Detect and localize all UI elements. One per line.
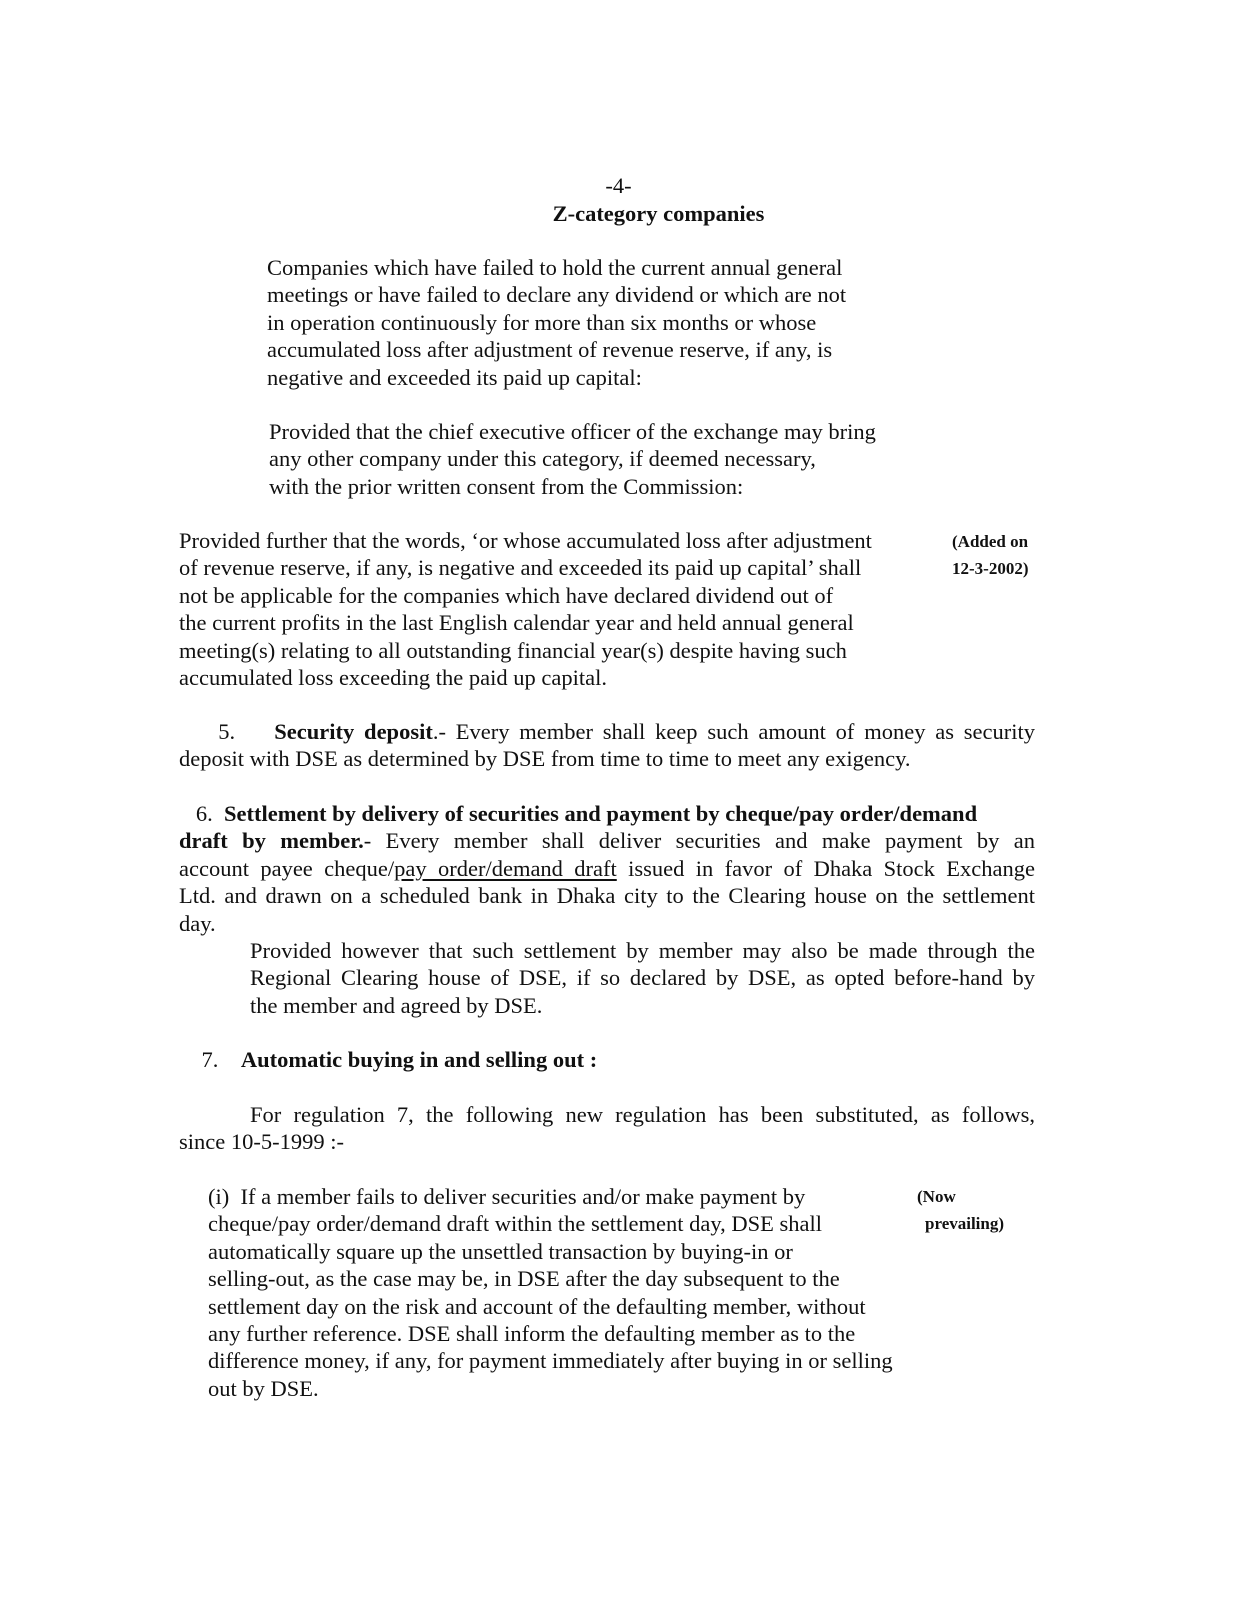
regulation-text: - Every member shall deliver securities and make payment by an xyxy=(363,828,1035,854)
text-line: the current profits in the last English calendar year and held annual general xyxy=(179,610,854,636)
regulation-6-proviso xyxy=(250,937,1035,1019)
text-line: meetings or have failed to declare any dividend or which are not xyxy=(267,282,847,308)
margin-note-line: (Added on xyxy=(952,532,1029,551)
text-line: day. xyxy=(179,910,216,936)
text-line: difference money, if any, for payment immediately after buying in or selling xyxy=(208,1348,893,1374)
margin-note-added xyxy=(952,528,1028,582)
regulation-number: 7. xyxy=(201,1047,219,1072)
text-line: Companies which have failed to hold the current annual general xyxy=(267,255,843,280)
text-line: automatically square up the unsettled transaction by buying-in or xyxy=(208,1238,793,1264)
z-definition xyxy=(267,254,846,391)
text-line: any other company under this category, if deemed necessary, xyxy=(269,446,816,472)
regulation-number: 6. xyxy=(195,801,213,826)
proviso-chief-executive xyxy=(269,418,876,500)
text-line: negative and exceeded its paid up capital: xyxy=(267,364,642,390)
text-line xyxy=(179,827,1035,854)
text-line: selling-out, as the case may be, in DSE after the day subsequent to the xyxy=(208,1266,840,1292)
regulation-title-cont: draft by member. xyxy=(179,828,364,854)
regulation-title: Automatic buying in and selling out : xyxy=(240,1047,598,1072)
regulation-number: 5. xyxy=(218,719,236,744)
margin-note-line: prevailing) xyxy=(925,1214,1005,1233)
regulation-text: .- Every member shall keep such amount of money as security xyxy=(432,719,1036,744)
text-line: Provided further that the words, ‘or whose accumulated loss after adjustment xyxy=(179,528,872,553)
text-line: with the prior written consent from the Commission: xyxy=(269,473,744,499)
text-line: not be applicable for the companies which have declared dividend out of xyxy=(179,582,834,608)
text-line: Provided that the chief executive officer of the exchange may bring xyxy=(269,419,876,444)
regulation-title: Settlement by delivery of securities and payment by cheque/pay order/demand xyxy=(224,801,978,826)
text-line xyxy=(179,718,1035,745)
text-line: meeting(s) relating to all outstanding financial year(s) despite having such xyxy=(179,637,847,663)
underlined-text: pay order/demand draft xyxy=(394,855,617,881)
text-line: settlement day on the risk and account of the defaulting member, without xyxy=(208,1293,866,1319)
margin-note-line: (Now xyxy=(917,1187,956,1206)
section-title: Z-category companies xyxy=(552,201,765,226)
text-line: cheque/pay order/demand draft within the settlement day, DSE shall xyxy=(208,1211,822,1237)
text-line: out by DSE. xyxy=(208,1375,319,1401)
text-line: accumulated loss exceeding the paid up capital. xyxy=(179,665,607,691)
page-number: -4- xyxy=(605,173,632,198)
proviso-further xyxy=(179,527,872,691)
text-line xyxy=(179,800,1035,827)
text-line xyxy=(179,1046,1035,1073)
text-line: Ltd. and drawn on a scheduled bank in Dhaka city to the Clearing house on the settlement xyxy=(179,883,1035,909)
regulation-7-heading xyxy=(179,1046,1035,1073)
text-line: of revenue reserve, if any, is negative and exceeded its paid up capital’ shall xyxy=(179,555,862,581)
regulation-7-intro xyxy=(179,1101,1035,1156)
text-line: Regional Clearing house of DSE, if so declared by DSE, as opted before-hand by xyxy=(250,965,1035,991)
text-line: accumulated loss after adjustment of revenue reserve, if any, is xyxy=(267,337,833,363)
regulation-title: Security deposit xyxy=(274,719,433,744)
regulation-6 xyxy=(179,800,1035,1019)
regulation-7-clause-i xyxy=(208,1183,893,1402)
margin-note-prevailing xyxy=(917,1183,1004,1237)
regulation-text: issued in favor of Dhaka Stock Exchange xyxy=(616,855,1035,881)
regulation-text: account payee cheque/ xyxy=(179,855,395,881)
text-line: the member and agreed by DSE. xyxy=(250,992,543,1018)
text-line: (i) If a member fails to deliver securities and/or make payment by xyxy=(208,1184,806,1209)
text-line: For regulation 7, the following new regulation has been substituted, as follows, xyxy=(250,1102,1035,1127)
regulation-5 xyxy=(179,718,1035,773)
text-line: any further reference. DSE shall inform the defaulting member as to the xyxy=(208,1321,856,1347)
text-line: Provided however that such settlement by member may also be made through the xyxy=(250,938,1035,964)
text-line: deposit with DSE as determined by DSE from time to time to meet any exigency. xyxy=(179,746,911,772)
text-line xyxy=(179,855,1035,882)
text-line: since 10-5-1999 :- xyxy=(179,1129,344,1155)
margin-note-line: 12-3-2002) xyxy=(952,559,1029,578)
text-line: in operation continuously for more than six months or whose xyxy=(267,309,817,335)
